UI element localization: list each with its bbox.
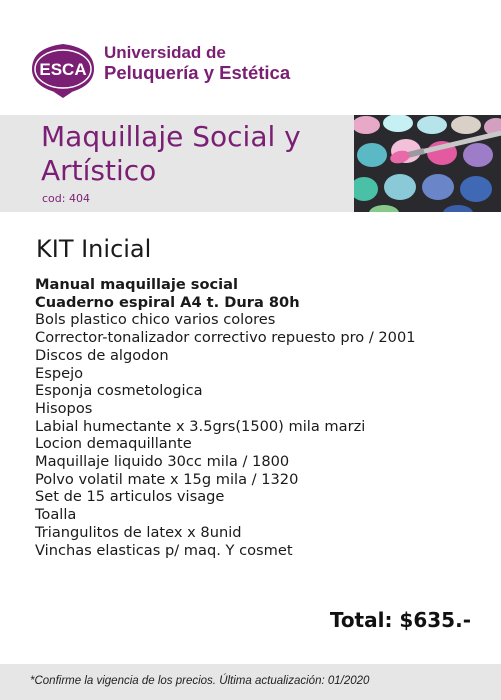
- kit-item: Set de 15 articulos visage: [35, 488, 225, 506]
- kit-item: Esponja cosmetologica: [35, 382, 203, 400]
- brand-name: [104, 43, 290, 83]
- footer-note: *Confirme la vigencia de los precios. Última actualización: 01/2020: [30, 675, 370, 687]
- course-title: Maquillaje Social y Artístico: [41, 120, 301, 187]
- esca-badge-icon: [28, 40, 98, 98]
- kit-title: KIT Inicial: [36, 235, 152, 263]
- total-price: Total: $635.-: [329, 608, 471, 632]
- kit-item: Maquillaje liquido 30cc mila / 1800: [35, 453, 290, 471]
- kit-item: Bols plastico chico varios colores: [35, 311, 276, 329]
- kit-item: Locion demaquillante: [35, 435, 192, 453]
- badge-text: ESCA: [39, 60, 87, 79]
- kit-item: Corrector-tonalizador correctivo repuesto pro / 2001: [35, 329, 416, 347]
- makeup-palette-image: [354, 115, 501, 212]
- brand-line-2: Peluquería y Estética: [104, 62, 291, 83]
- course-code: cod: 404: [42, 192, 90, 205]
- kit-item: Toalla: [35, 506, 77, 524]
- kit-item: Discos de algodon: [35, 346, 169, 364]
- kit-item-list: [35, 276, 495, 559]
- brand-logo: [28, 40, 448, 100]
- brand-line-1: Universidad de: [104, 43, 226, 62]
- kit-item: Espejo: [35, 364, 84, 382]
- kit-item: Triangulitos de latex x 8unid: [35, 523, 242, 541]
- kit-item: Labial humectante x 3.5grs(1500) mila marzi: [35, 417, 366, 435]
- kit-item: Vinchas elasticas p/ maq. Y cosmet: [35, 541, 293, 559]
- kit-item: Hisopos: [35, 399, 93, 417]
- kit-item: Polvo volatil mate x 15g mila / 1320: [35, 470, 299, 488]
- kit-item: Manual maquillaje social: [35, 276, 239, 293]
- kit-item: Cuaderno espiral A4 t. Dura 80h: [35, 293, 300, 311]
